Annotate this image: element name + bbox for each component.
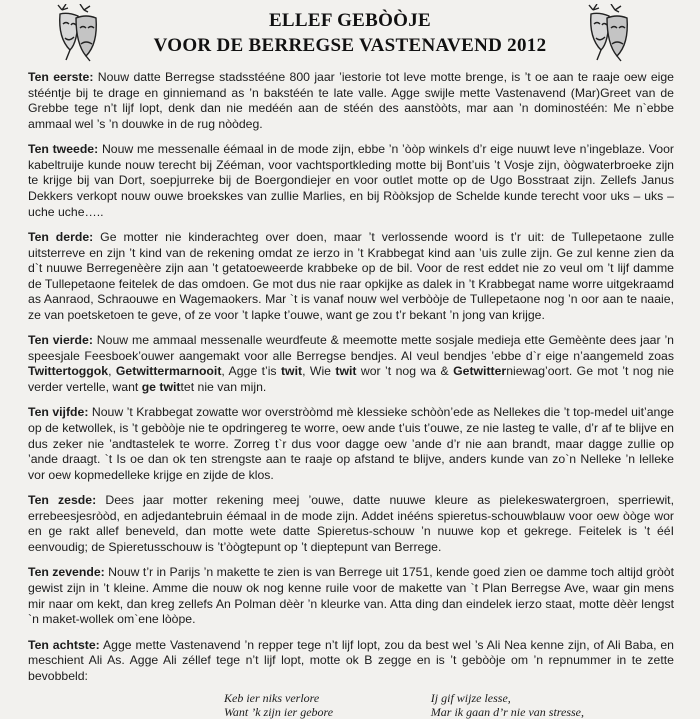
paragraph-ten-vierde xyxy=(28,333,674,395)
paragraph-text: Nouw me messenalle éémaal in de mode zijn, ebbe ’n ’òòp winkels d’r eige nuuwt leve n’ingeblaze. Voor kabeltruije kunde nouw terecht bij Zééman, voor vachtsportkleding motte bij Bont’uis ’t Vosje zijn, òògwaterbroeke zijn te krijge bij van Dort, soepjurreke bij de Boergondiejer en voor outlet motte op de Ugo Bosstraat zijn. Zellefs Janus Dekkers verkopt nouw ouwe broekskes van zullie Marlies, en bij Ròòksjop de Schelde kunde terecht voor uks – uks – uche uche….. xyxy=(28,142,674,219)
poem-line: Ij gif wijze lesse, xyxy=(430,691,511,706)
paragraph-ten-zevende xyxy=(28,565,674,627)
paragraph-ten-vijfde xyxy=(28,405,674,483)
paragraph-ten-tweede xyxy=(28,142,674,220)
paragraph-lead: Ten vierde: xyxy=(28,333,93,348)
paragraph-text: Dees jaar motter rekening meej ’ouwe, datte nuuwe kleure as pielekeswatergroen, sperriewit, errebeesjesròòd, en adjedantebruin éémaal in de mode zijn. Addet inééns spieretus-schouwblauw voor oew òòge wor en ge rakt allef beneveld, dan motte wete datte Spieretus-schouw ’n nuuwe kop et gekrege. Feitelek is ’t ééI eenvoudig; de Spieretusschouw is ’t’òògtepunt op ’t dieptepunt van Berrege. xyxy=(28,493,674,555)
paragraph-ten-zesde xyxy=(28,493,674,555)
poem-block xyxy=(28,691,674,719)
bendje-name: Twittertoggok xyxy=(28,364,109,379)
document-body xyxy=(28,70,674,719)
paragraph-text: , xyxy=(108,364,116,379)
bendje-name: twit xyxy=(335,364,357,379)
paragraph-ten-eerste xyxy=(28,70,674,132)
paragraph-text: , Wie xyxy=(302,364,336,379)
paragraph-text: Ge motter nie kinderachteg over doen, maar ’t verlossende woord is t’r uit: de Tullepetaone zulle uitsterreve en zijn ’t kind van de rekening omdat ze ierzo in ’t Krabbegat kind aan ’uis zulle zijn. Ge zul kenne zien da d`t nuuwe Berregenèère zijn aan ’t getatoeweerde krabbeke op de bil. Voor de rest eddet nie zo veul om ’t lijf damme de Tullepetaone feitelek de das omdoen. Ge mot dus nie raar opkijke as dalek in ’t Krabbegat name worre uitgekraamd as Aanraod, Schraouwe en Wagemaokers. Mar `t is vanaf nouw wel verbòòje de Tullepetaone nog ’n oor aan te naaie, ze van poetsketoen te geve, of ze voor ’t lapke t’ouwe, want ge zou t’r bekant ’n jong van krijge. xyxy=(28,229,675,322)
paragraph-text: , Agge t’is xyxy=(221,364,281,379)
poem-right-column xyxy=(431,691,584,719)
poem-left-column xyxy=(224,691,333,719)
bendje-name: Getwitter xyxy=(453,364,507,379)
paragraph-lead: Ten zesde: xyxy=(28,493,97,508)
paragraph-lead: Ten tweede: xyxy=(28,142,99,157)
carnival-masks-icon xyxy=(585,4,631,62)
paragraph-text: Nouw t’r in Parijs ’n makette te zien is van Berrege uit 1751, kende goed zien oe damme toch altijd gròòt gewist zijn in ’t kleine. Amme die nouw ok nog kenne ruile voor de makette van `t Plan Berregse Ave, waar gin mens mir naar om kekt, dan kreg zellefs An Polman dèèr ’n kleurke van. Atta ding dan eindelek ierzo staat, motte dèèr lengst `n maket-wollek om`ene lòòpe. xyxy=(28,565,674,627)
paragraph-text: Nouw ’t Krabbegat zowatte wor overstròòmd mè klessieke schòòn’ede as Nellekes die ’t top-medel uit’ange op de ketwollek, is ’t gebòòje nie te opdringereg te worre, oew ande t’uis t’ouwe, ze nie lasteg te valle, d’r af te blijve en dus zeker nie ’andtastelek te worre. Zorreg t`r dus voor dagge oew ’ande d’r nie aan brandt, maar dagge zullie op ’ande draagt. `t Is oe dan ok ten strengste aan te raaje op afstand te blijve, anders kunde van zo`n Nelleke ’n lelleke vor oew kopmedelleke krijge en zijde de klos. xyxy=(28,405,674,482)
paragraph-text: Nouw me ammaal messenalle weurdfeute & meemotte mette sosjale medieja ette Gemèènte dees jaar ’n speesjale Feesboek’ouwer aangemakt voor alle Berregse bendjes. Al veul bendjes ’ebbe d`r eige n’aangemeld zoas xyxy=(28,333,674,363)
paragraph-lead: Ten derde: xyxy=(28,229,94,244)
paragraph-ten-achtste xyxy=(28,638,674,685)
paragraph-text: wor ’t nog wa & xyxy=(356,364,454,379)
paragraph-ten-derde xyxy=(28,230,674,324)
paragraph-text: tet nie van mijn. xyxy=(180,380,267,395)
poem-line: Keb ier niks verlore xyxy=(224,691,320,706)
poem-line: Want ’k zijn ier gebore xyxy=(224,705,334,719)
paragraph-lead: Ten zevende: xyxy=(28,565,105,580)
paragraph-lead: Ten eerste: xyxy=(28,70,94,84)
paragraph-lead: Ten vijfde: xyxy=(28,405,89,420)
title-line-2: VOOR DE BERREGSE VASTENAVEND 2012 xyxy=(153,35,547,56)
title-line-1: ELLEF GEBÒÒJE xyxy=(268,10,432,31)
paragraph-lead: Ten achtste: xyxy=(28,637,100,652)
bendje-name: twit xyxy=(280,364,303,379)
carnival-masks-icon xyxy=(54,4,100,62)
paragraph-text: Agge mette Vastenavend ’n repper tege n’t lijf lopt, zou da best wel ’s Ali Nea kenne zijn, of Ali Baba, en meschient Ali As. Agge Ali zéllef tege n’t lijf lopt, motte ok B zegge en is ’t gebòòje om ’n repnummer in te zette bevobbeld: xyxy=(28,637,674,683)
poem-line: Mar ik gaan d’r nie van stresse, xyxy=(430,705,584,719)
paragraph-text: Nouw datte Berregse stadsstééne 800 jaar ’iestorie tot leve motte brenge, is ’t oe aan te raaje oew eige stééntje bij te drage en ginniemand as ’n bakstéén te late valle. Agge swijle mette Vastenavend (Mar)Greet van de Grebbe tege n’t lijf lopt, denk dan nie medéén aan de stéén des aanstòòts, mar aan ’n dominostéén: Me n`ebbe ammaal wel ’s ’n douwke in de rug nòòdeg. xyxy=(28,70,674,131)
emphasis-text: ge twit xyxy=(141,380,181,395)
bendje-name: Getwittermarnooit xyxy=(115,364,222,379)
paragraph-text: niewag’oort. Ge mot ’t nog nie verder vertelle, want xyxy=(28,364,674,395)
